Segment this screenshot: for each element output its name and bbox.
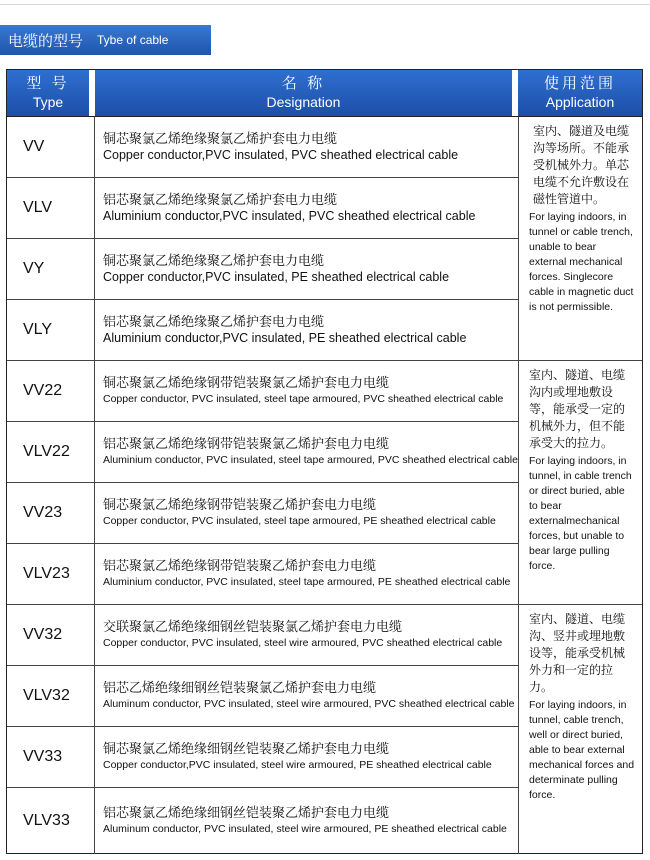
table-row xyxy=(7,666,518,727)
designation-en: Copper conductor, PVC insulated, steel wire armoured, PVC sheathed electrical cable xyxy=(103,637,503,649)
designation-zh: 铝芯聚氯乙烯绝缘钢带铠装聚乙烯护套电力电缆 xyxy=(103,558,377,573)
type-cell: VV33 xyxy=(7,727,95,787)
application-cell xyxy=(518,361,642,605)
table-row xyxy=(7,178,518,239)
type-cell: VY xyxy=(7,239,95,299)
designation-cell xyxy=(95,117,518,177)
designation-cell xyxy=(95,178,518,238)
designation-zh: 铜芯聚氯乙烯绝缘聚氯乙烯护套电力电缆 xyxy=(103,131,338,146)
header-application-en: Application xyxy=(545,94,615,110)
designation-cell xyxy=(95,666,518,726)
table-row xyxy=(7,361,518,422)
application-zh: 室内、隧道、电缆沟内或埋地敷设等，能承受一定的机械外力，但不能承受大的拉力。 xyxy=(529,368,626,450)
type-cell: VLV23 xyxy=(7,544,95,604)
header-designation-zh: 名 称 xyxy=(281,75,326,92)
top-divider-line xyxy=(0,4,650,5)
type-cell: VV23 xyxy=(7,483,95,543)
designation-en: Aluminium conductor, PVC insulated, steel tape armoured, PE sheathed electrical cable xyxy=(103,576,511,588)
designation-zh: 铜芯聚氯乙烯绝缘钢带铠装聚氯乙烯护套电力电缆 xyxy=(103,375,390,390)
designation-zh: 铝芯聚氯乙烯绝缘细钢丝铠装聚乙烯护套电力电缆 xyxy=(103,805,390,820)
designation-zh: 铜芯聚氯乙烯绝缘钢带铠装聚乙烯护套电力电缆 xyxy=(103,497,377,512)
header-type-zh: 型 号 xyxy=(26,75,70,92)
header-application xyxy=(518,70,642,116)
designation-en: Aluminum conductor, PVC insulated, steel wire armoured, PVC sheathed electrical cable xyxy=(103,698,515,710)
table-row xyxy=(7,239,518,300)
application-zh: 室内、隧道及电缆沟等场所。不能承受机械外力。单芯电缆不允许敷设在磁性管道中。 xyxy=(533,124,630,206)
designation-zh: 铝芯聚氯乙烯绝缘钢带铠装聚氯乙烯护套电力电缆 xyxy=(103,436,390,451)
designation-en: Copper conductor,PVC insulated, PE sheathed electrical cable xyxy=(103,270,450,284)
table-row xyxy=(7,544,518,605)
table-row xyxy=(7,422,518,483)
designation-cell xyxy=(95,727,518,787)
header-designation-en: Designation xyxy=(266,94,341,110)
table-row xyxy=(7,117,518,178)
header-type xyxy=(7,70,95,116)
type-cell: VLV33 xyxy=(7,788,95,854)
table-row xyxy=(7,788,518,854)
designation-en: Aluminum conductor, PVC insulated, steel wire armoured, PE sheathed electrical cable xyxy=(103,823,507,835)
designation-zh: 交联聚氯乙烯绝缘细钢丝铠装聚氯乙烯护套电力电缆 xyxy=(103,619,403,634)
type-cell: VLY xyxy=(7,300,95,360)
table-row xyxy=(7,727,518,788)
application-en: For laying indoors, in tunnel, in cable trench or direct buried, able to bear externalmechanical forces, but unable to bear large pulling force. xyxy=(529,455,632,572)
designation-zh: 铝芯乙烯绝缘细钢丝铠装聚氯乙烯护套电力电缆 xyxy=(103,680,377,695)
application-cell xyxy=(518,605,642,854)
designation-zh: 铜芯聚氯乙烯绝缘聚乙烯护套电力电缆 xyxy=(103,253,325,268)
application-zh: 室内、隧道、电缆沟、竖井或埋地敷设等，能承受机械外力和一定的拉力。 xyxy=(529,612,626,694)
designation-en: Aluminium conductor,PVC insulated, PVC sheathed electrical cable xyxy=(103,209,476,223)
designation-zh: 铝芯聚氯乙烯绝缘聚乙烯护套电力电缆 xyxy=(103,314,325,329)
type-cell: VLV32 xyxy=(7,666,95,726)
designation-cell xyxy=(95,788,518,854)
designation-cell xyxy=(95,544,518,604)
designation-cell xyxy=(95,300,518,360)
designation-en: Copper conductor, PVC insulated, steel tape armoured, PE sheathed electrical cable xyxy=(103,515,496,527)
cable-table xyxy=(6,117,643,854)
designation-zh: 铜芯聚氯乙烯绝缘细钢丝铠装聚乙烯护套电力电缆 xyxy=(103,741,390,756)
designation-zh: 铝芯聚氯乙烯绝缘聚氯乙烯护套电力电缆 xyxy=(103,192,338,207)
designation-en: Copper conductor,PVC insulated, steel wire armoured, PE sheathed electrical cable xyxy=(103,759,492,771)
header-type-en: Type xyxy=(32,94,64,110)
table-row xyxy=(7,605,518,666)
type-cell: VV22 xyxy=(7,361,95,421)
header-designation xyxy=(95,70,518,116)
designation-en: Copper conductor, PVC insulated, steel tape armoured, PVC sheathed electrical cable xyxy=(103,393,504,405)
designation-en: Aluminium conductor, PVC insulated, steel tape armoured, PVC sheathed electrical cable xyxy=(103,454,518,466)
designation-en: Copper conductor,PVC insulated, PVC sheathed electrical cable xyxy=(103,148,459,162)
designation-cell xyxy=(95,361,518,421)
application-en: For laying indoors, in tunnel or cable trench, unable to bear external mechanical forces. Singlecore cable in magnetic duct is not permissible. xyxy=(529,211,634,313)
table-row xyxy=(7,300,518,361)
application-cell xyxy=(518,117,642,361)
section-title-zh: 电缆的型号 xyxy=(8,32,84,50)
designation-cell xyxy=(95,239,518,299)
application-en: For laying indoors, in tunnel, cable trench, well or direct buried, able to bear external mechanical forces and determinate pulling force. xyxy=(529,699,635,801)
section-title-en: Tybe of cable xyxy=(97,33,169,47)
header-application-zh: 使用范围 xyxy=(543,75,616,92)
designation-cell xyxy=(95,605,518,665)
type-cell: VLV xyxy=(7,178,95,238)
type-cell: VV xyxy=(7,117,95,177)
type-cell: VV32 xyxy=(7,605,95,665)
table-header xyxy=(6,69,643,117)
designation-cell xyxy=(95,422,518,482)
table-row xyxy=(7,483,518,544)
designation-en: Aluminium conductor,PVC insulated, PE sheathed electrical cable xyxy=(103,331,467,345)
designation-cell xyxy=(95,483,518,543)
section-title-tag xyxy=(0,25,211,55)
type-cell: VLV22 xyxy=(7,422,95,482)
